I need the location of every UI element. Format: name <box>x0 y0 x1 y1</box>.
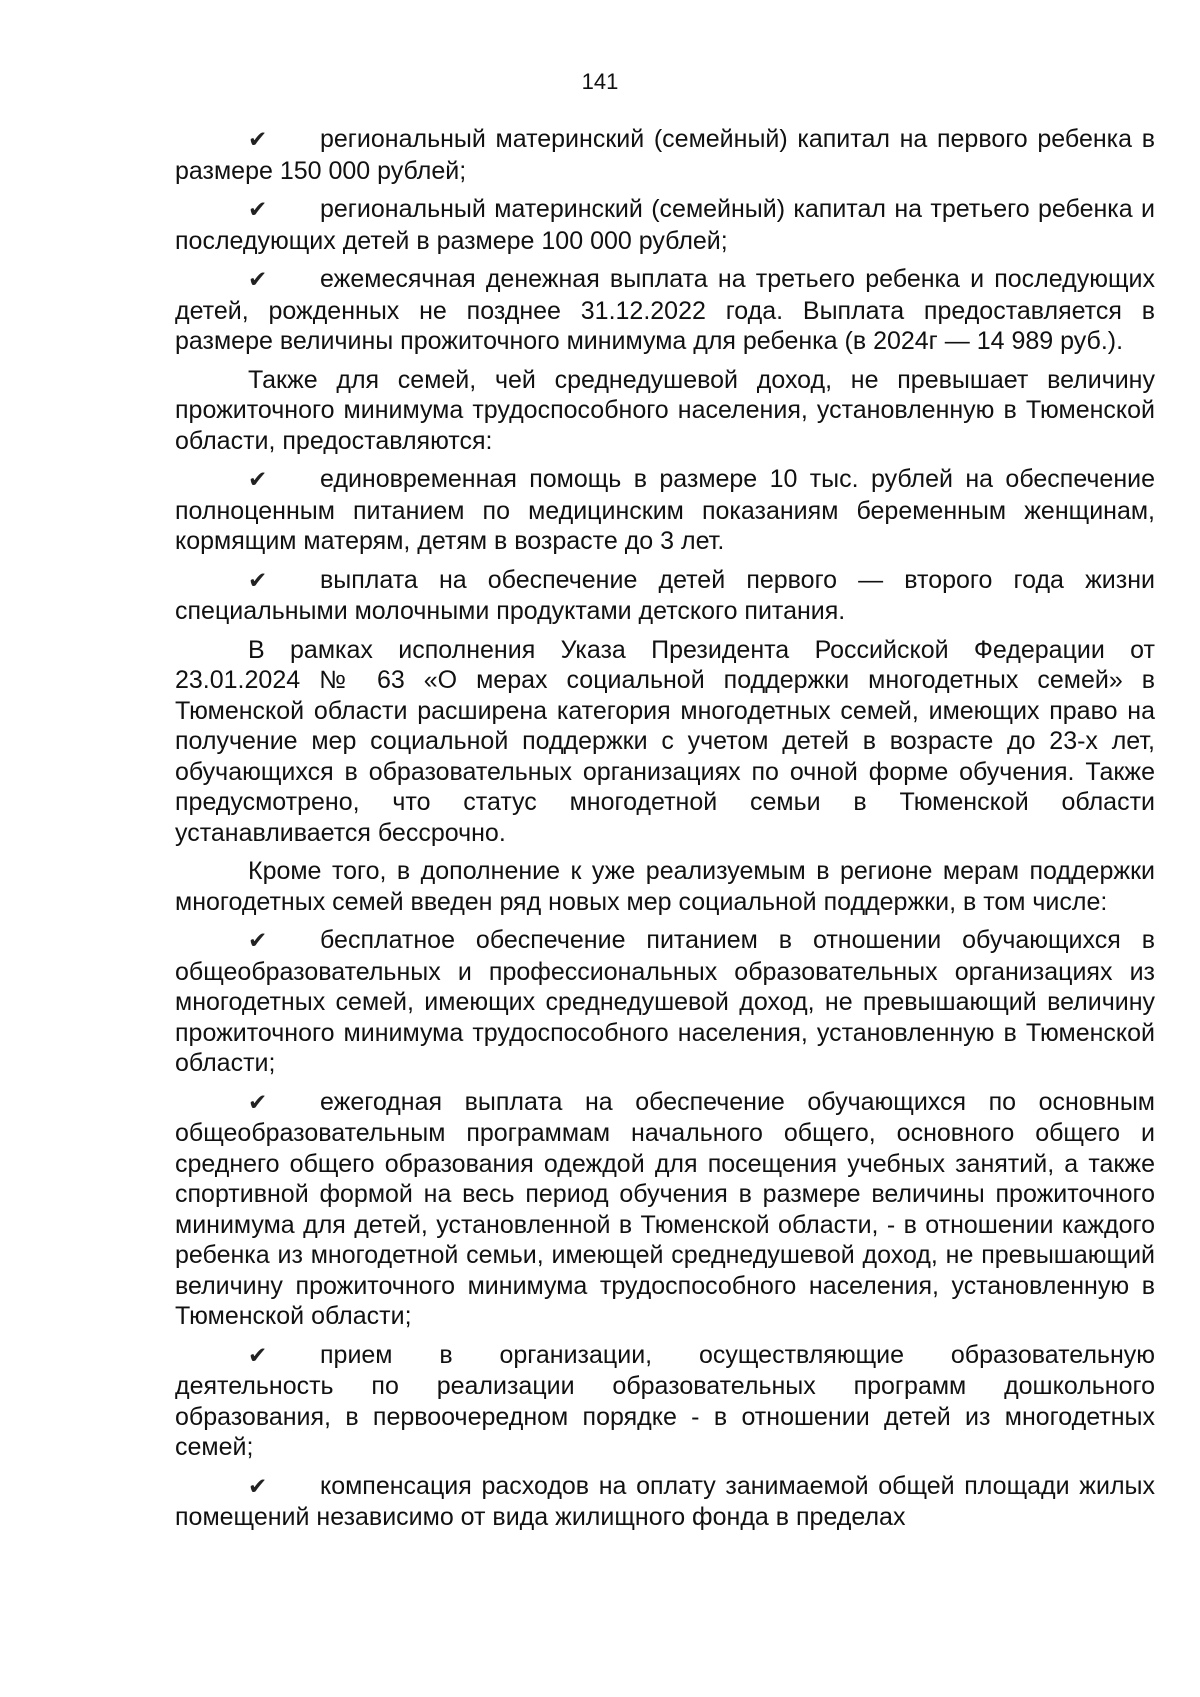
list-item <box>175 264 1155 357</box>
list-item-text: прием в организации, осуществляющие образовательную деятельность по реализации образовательных программ дошкольного образования, в первоочередном порядке - в отношении детей из многодетных семей; <box>175 1340 1155 1461</box>
list-item <box>175 124 1155 186</box>
list-item-text: выплата на обеспечение детей первого — второго года жизни специальными молочными продуктами детского питания. <box>175 565 1155 625</box>
list-item <box>175 464 1155 557</box>
checkmark-icon: ✔ <box>248 467 268 493</box>
list-item-text: ежегодная выплата на обеспечение обучающихся по основным общеобразовательным программам начального общего, основного общего и среднего общего образования одеждой для посещения учебных занятий, а также спортивной формой на весь период обучения в размере величины прожиточного минимума для детей, установленной в Тюменской области, - в отношении каждого ребенка из многодетной семьи, имеющей среднедушевой доход, не превышающий величину прожиточного минимума трудоспособного населения, установленную в Тюменской области; <box>175 1087 1155 1330</box>
checkmark-icon: ✔ <box>248 928 268 954</box>
checkmark-icon: ✔ <box>248 197 268 223</box>
checkmark-icon: ✔ <box>248 127 268 153</box>
list-item <box>175 925 1155 1079</box>
list-item <box>175 1087 1155 1332</box>
paragraph: В рамках исполнения Указа Президента Российской Федерации от 23.01.2024 № 63 «О мерах социальной поддержки многодетных семей» в Тюменской области расширена категория многодетных семей, имеющих право на получение мер социальной поддержки с учетом детей в возрасте до 23-х лет, обучающихся в образовательных организациях по очной форме обучения. Также предусмотрено, что статус многодетной семьи в Тюменской области устанавливается бессрочно. <box>175 635 1155 847</box>
document-body <box>175 124 1155 1541</box>
list-item <box>175 1340 1155 1463</box>
list-item <box>175 194 1155 256</box>
list-item <box>175 565 1155 627</box>
list-item <box>175 1471 1155 1533</box>
list-item-text: региональный материнский (семейный) капитал на третьего ребенка и последующих детей в размере 100 000 рублей; <box>175 195 1155 255</box>
paragraph: Также для семей, чей среднедушевой доход, не превышает величину прожиточного минимума трудоспособного населения, установленную в Тюменской области, предоставляются: <box>175 365 1155 455</box>
list-item-text: единовременная помощь в размере 10 тыс. рублей на обеспечение полноценным питанием по медицинским показаниям беременным женщинам, кормящим матерям, детям в возрасте до 3 лет. <box>175 465 1155 555</box>
list-item-text: компенсация расходов на оплату занимаемой общей площади жилых помещений независимо от вида жилищного фонда в пределах <box>175 1471 1155 1531</box>
list-item-text: бесплатное обеспечение питанием в отношении обучающихся в общеобразовательных и профессиональных образовательных организациях из многодетных семей, имеющих среднедушевой доход, не превышающий величину прожиточного минимума трудоспособного населения, установленную в Тюменской области; <box>175 926 1155 1077</box>
checkmark-icon: ✔ <box>248 1473 268 1500</box>
checkmark-icon: ✔ <box>248 1089 268 1116</box>
checkmark-icon: ✔ <box>248 267 268 293</box>
page-number: 141 <box>581 69 619 94</box>
checkmark-icon: ✔ <box>248 567 268 594</box>
paragraph: Кроме того, в дополнение к уже реализуемым в регионе мерам поддержки многодетных семей введен ряд новых мер социальной поддержки, в том числе: <box>175 857 1155 916</box>
checkmark-icon: ✔ <box>248 1342 268 1369</box>
list-item-text: региональный материнский (семейный) капитал на первого ребенка в размере 150 000 рублей; <box>175 125 1155 185</box>
list-item-text: ежемесячная денежная выплата на третьего ребенка и последующих детей, рожденных не позднее 31.12.2022 года. Выплата предоставляется в размере величины прожиточного минимума для ребенка (в 2024г — 14 989 руб.). <box>175 265 1155 355</box>
